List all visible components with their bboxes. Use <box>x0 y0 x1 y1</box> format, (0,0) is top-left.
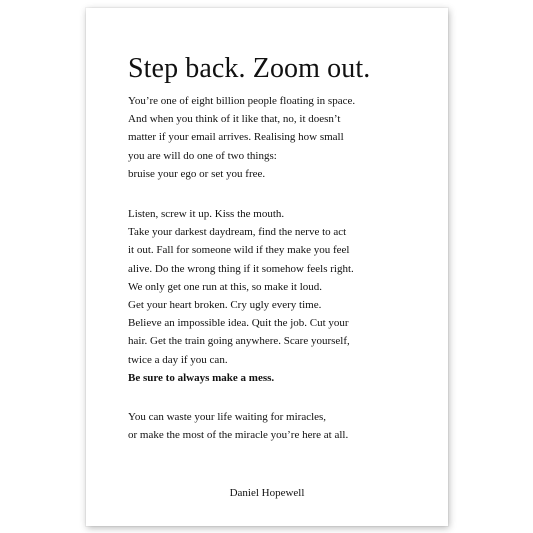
paragraph-2 <box>128 205 354 387</box>
author-name: Daniel Hopewell <box>229 487 305 499</box>
paragraph-line: Believe an impossible idea. Quit the job. Cut your <box>128 317 349 330</box>
paragraph-line: And when you think of it like that, no, it doesn’t <box>128 113 341 126</box>
emphasis-line: Be sure to always make a mess. <box>128 371 275 384</box>
paragraph-line: you are will do one of two things: <box>128 149 277 162</box>
paragraph-1 <box>128 92 355 183</box>
paragraph-line: matter if your email arrives. Realising how small <box>128 131 344 144</box>
paragraph-line: bruise your ego or set you free. <box>128 167 266 180</box>
paragraph-line: Listen, screw it up. Kiss the mouth. <box>128 208 285 220</box>
paragraph-3 <box>128 408 348 444</box>
paragraph-line: You’re one of eight billion people floating in space. <box>128 95 356 107</box>
paragraph-line: Take your darkest daydream, find the nerve to act <box>128 226 347 239</box>
paragraph-line: it out. Fall for someone wild if they make you feel <box>128 244 350 257</box>
paragraph-line: hair. Get the train going anywhere. Scare yourself, <box>128 335 350 348</box>
paragraph-line: You can waste your life waiting for miracles, <box>128 411 327 423</box>
paragraph-line: We only get one run at this, so make it loud. <box>128 280 323 293</box>
paragraph-line: alive. Do the wrong thing if it somehow feels right. <box>128 262 354 275</box>
paragraph-line: Get your heart broken. Cry ugly every time. <box>128 298 322 311</box>
paragraph-line: or make the most of the miracle you’re here at all. <box>128 429 349 442</box>
poster-sheet <box>86 8 448 526</box>
paragraph-line: twice a day if you can. <box>128 353 228 366</box>
poster-title: Step back. Zoom out. <box>128 53 371 84</box>
